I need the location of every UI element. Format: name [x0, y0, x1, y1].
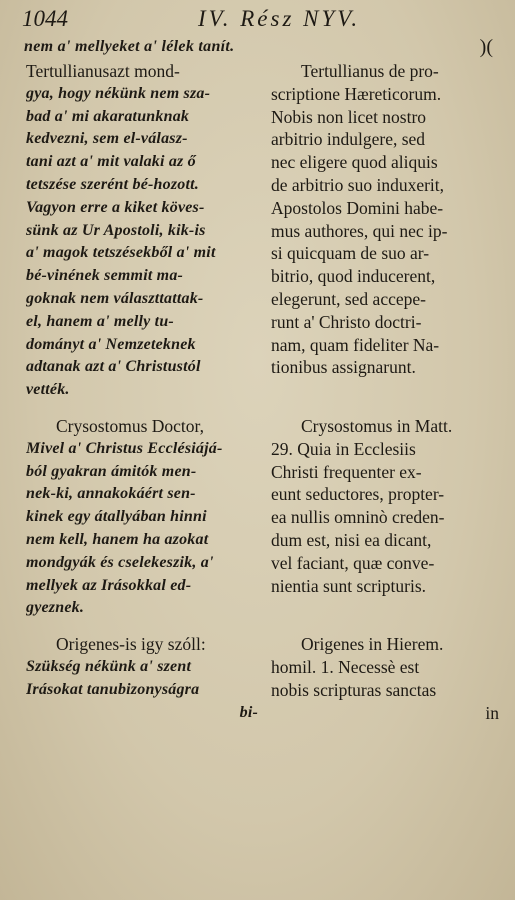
text-line: Tertullianusazt mond- [26, 61, 180, 81]
text-line: nam, quam fideliter Na- [271, 334, 440, 355]
text-line: gya, hogy nékünk nem sza- [26, 84, 211, 102]
text-line [271, 620, 499, 633]
text-line: sünk az Ur Apostoli, kik-is [26, 221, 206, 239]
text-line: runt a' Christo doctri- [271, 311, 422, 332]
text-line: vel faciant, quæ conve- [271, 552, 435, 573]
text-line: tetszése szerént bé-hozott. [26, 175, 199, 193]
text-line: arbitrio indulgere, sed [271, 129, 426, 150]
text-line: Crysostomus in Matt. [301, 415, 453, 436]
text-line: nek-ki, annakokáért sen- [26, 485, 196, 503]
text-line: Vagyon erre a kiket köves- [26, 198, 205, 216]
text-line: bad a' mi akaratunknak [26, 107, 190, 125]
text-line: nem kell, hanem ha azokat [26, 530, 209, 548]
text-line: nec eligere quod aliquis [271, 152, 438, 173]
text-line: dományt a' Nemzeteknek [26, 335, 196, 353]
text-line: kedvezni, sem el-válasz- [26, 130, 188, 148]
text-line: a' magok tetszésekből a' mit [26, 244, 216, 262]
text-line: elegerunt, sed accepe- [271, 288, 426, 309]
page-header [22, 6, 495, 32]
text-line: el, hanem a' melly tu- [26, 312, 174, 330]
text-line: ea nullis omninò creden- [271, 507, 445, 528]
text-line: homil. 1. Necessè est [271, 656, 420, 677]
text-line: Nobis non licet nostro [271, 106, 427, 127]
text-line: 29. Quia in Ecclesiis [271, 438, 416, 459]
text-line: Mivel a' Christus Ecclésiájá- [26, 439, 223, 457]
latin-column [271, 60, 499, 724]
text-line: dum est, nisi ea dicant, [271, 529, 432, 550]
text-line: eunt seductores, propter- [271, 484, 445, 505]
text-line: scriptione Hæreticorum. [271, 83, 442, 104]
text-line: Origenes-is igy szóll: [56, 634, 206, 655]
text-line: in [485, 702, 499, 723]
text-line: nientia sunt scripturis. [271, 575, 427, 596]
text-line: mondgyák és cselekeszik, a' [26, 553, 214, 571]
text-line: vették. [26, 381, 70, 399]
text-line: bi- [239, 703, 258, 721]
text-line: kinek egy átallyában hinni [26, 508, 207, 526]
text-line: tionibus assignarunt. [271, 357, 416, 378]
text-line: nobis scripturas sanctas [271, 679, 437, 700]
text-line: tani azt a' mit valaki az ő [26, 153, 196, 171]
text-line [271, 379, 499, 402]
text-line: si quicquam de suo ar- [271, 243, 430, 264]
text-line: ból gyakran ámitók men- [26, 462, 197, 480]
page-number: 1044 [22, 6, 68, 31]
text-line: bitrio, quod inducerent, [271, 266, 436, 287]
text-line: Crysostomus Doctor, [56, 415, 205, 436]
carry-over-line: nem a' mellyeket a' lélek tanít. [24, 38, 235, 55]
text-line: gyeznek. [26, 599, 85, 617]
text-line: bé-vinének semmit ma- [26, 267, 184, 285]
section-marker: )( [479, 36, 493, 58]
text-line: Szükség nékünk a' szent [26, 657, 192, 675]
text-line: adtanak azt a' Christustól [26, 358, 201, 376]
text-line: Origenes in Hierem. [301, 634, 444, 655]
text-line: Tertullianus de pro- [301, 61, 439, 81]
text-line [271, 402, 499, 415]
running-title: IV. Rész NYV. [198, 6, 361, 31]
text-line: Irásokat tanubizonyságra [26, 680, 200, 698]
text-line [26, 620, 258, 633]
text-line: Apostolos Domini habe- [271, 197, 444, 218]
text-line [26, 402, 258, 415]
hungarian-column [26, 60, 258, 724]
text-line: de arbitrio suo induxerit, [271, 174, 445, 195]
text-line: goknak nem választtattak- [26, 289, 204, 307]
text-line: Christi frequenter ex- [271, 461, 422, 482]
text-line [271, 597, 499, 620]
text-line: mellyek az Irásokkal ed- [26, 576, 192, 594]
text-line: mus authores, qui nec ip- [271, 220, 448, 241]
